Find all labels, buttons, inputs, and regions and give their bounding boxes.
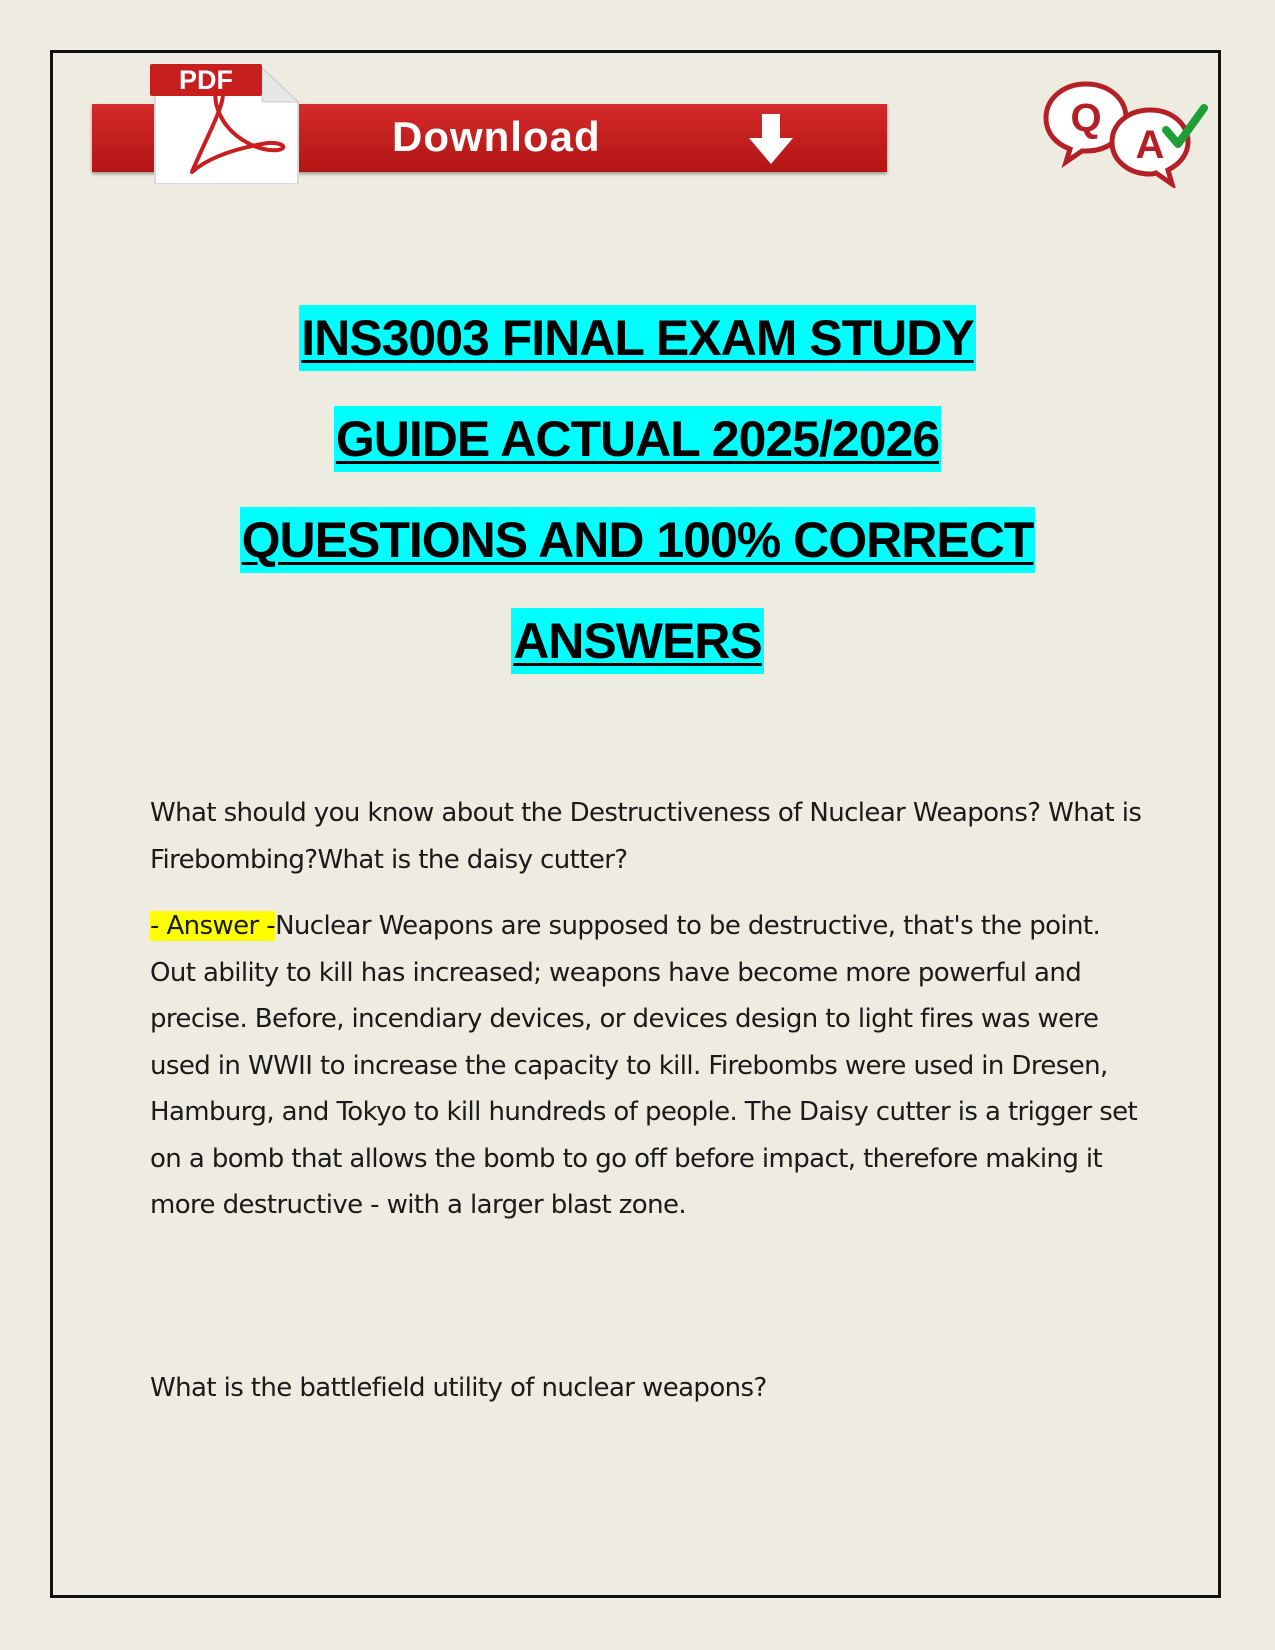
pdf-download-banner[interactable] [92, 60, 887, 186]
pdf-tag: PDF [150, 64, 262, 96]
title-line-text: QUESTIONS AND 100% CORRECT [240, 507, 1036, 573]
question-1: What should you know about the Destructiveness of Nuclear Weapons? What is Firebombing?What is the daisy cutter? [150, 798, 1142, 875]
title-line [80, 305, 1195, 406]
title-line-text: GUIDE ACTUAL 2025/2026 [334, 406, 941, 472]
title-line [80, 507, 1195, 608]
title-line-text: INS3003 FINAL EXAM STUDY [299, 305, 975, 371]
title-line [80, 406, 1195, 507]
qa-logo [1040, 78, 1210, 188]
speech-bubble-icon [1040, 78, 1210, 188]
answer-1-text: Nuclear Weapons are supposed to be destructive, that's the point. Out ability to kill has increased; weapons have become more powerful and precise. Before, incendiary devices, or devices design to light fires was were used in WWII to increase the capacity to kill. Firebombs were used in Dresen, Hamburg, and Tokyo to kill hundreds of people. The Daisy cutter is a trigger set on a bomb that allows the bomb to go off before impact, therefore making it more destructive - with a larger blast zone. [150, 911, 1138, 1220]
download-arrow-icon [747, 112, 795, 166]
qa-logo-a: A [1135, 123, 1165, 167]
answer-label: - Answer - [150, 911, 276, 941]
answer-1 [150, 903, 1150, 1229]
question-2: What is the battlefield utility of nuclear weapons? [150, 1373, 767, 1403]
title-line [80, 608, 1195, 709]
qa-logo-q: Q [1070, 96, 1102, 140]
pdf-document-icon [150, 60, 310, 184]
document-title [80, 305, 1195, 709]
download-label: Download [392, 113, 601, 160]
title-line-text: ANSWERS [511, 608, 764, 674]
